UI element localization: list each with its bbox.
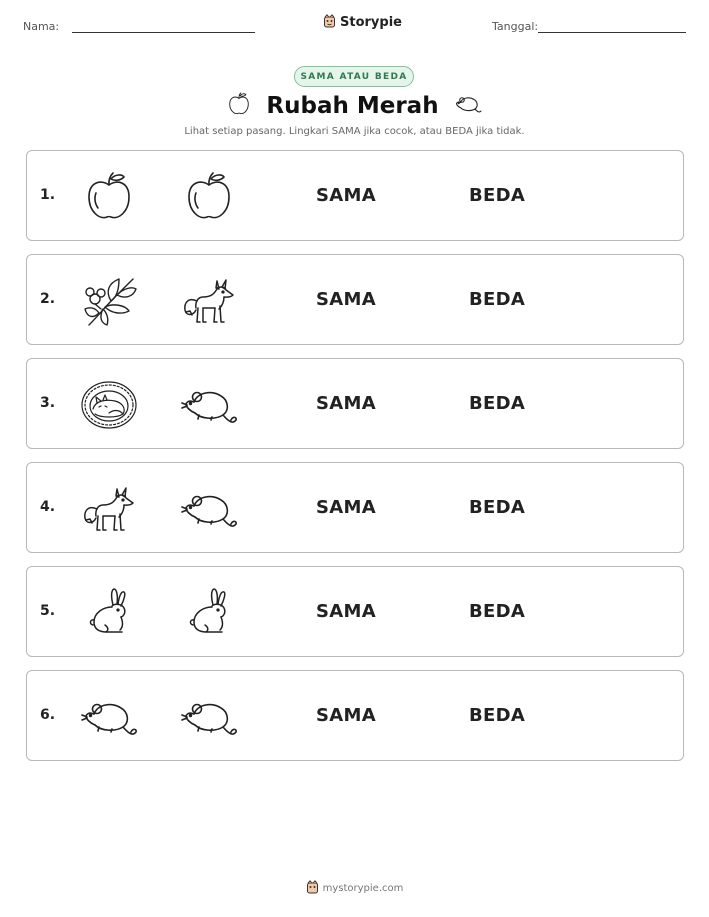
sama-option[interactable]: SAMA — [316, 185, 376, 206]
storypie-mascot-icon — [306, 880, 319, 897]
name-label: Nama: — [23, 20, 60, 33]
instructions: Lihat setiap pasang. Lingkari SAMA jika cocok, atau BEDA jika tidak. — [184, 126, 525, 137]
apple-icon — [181, 171, 237, 223]
mouse-icon — [81, 691, 137, 743]
mouse-icon — [453, 91, 483, 121]
mouse-icon — [181, 483, 237, 535]
beda-option[interactable]: BEDA — [469, 393, 526, 414]
brand-name: Storypie — [340, 15, 402, 30]
fox-icon — [181, 275, 237, 327]
footer — [0, 880, 709, 897]
exercise-row-3 — [26, 358, 684, 449]
fox-den-icon — [81, 379, 137, 431]
sama-option[interactable]: SAMA — [316, 705, 376, 726]
sama-option[interactable]: SAMA — [316, 393, 376, 414]
row-number: 1. — [40, 187, 56, 203]
apple-icon — [226, 90, 252, 122]
exercise-row-4 — [26, 462, 684, 553]
activity-badge: SAMA ATAU BEDA — [294, 66, 414, 87]
sama-option[interactable]: SAMA — [316, 601, 376, 622]
exercise-row-5 — [26, 566, 684, 657]
sama-option[interactable]: SAMA — [316, 497, 376, 518]
beda-option[interactable]: BEDA — [469, 289, 526, 310]
row-number: 4. — [40, 499, 56, 515]
beda-option[interactable]: BEDA — [469, 185, 526, 206]
apple-icon — [81, 171, 137, 223]
title-row — [0, 90, 709, 122]
mouse-icon — [181, 691, 237, 743]
beda-option[interactable]: BEDA — [469, 705, 526, 726]
row-number: 6. — [40, 707, 56, 723]
storypie-mascot-icon — [323, 13, 336, 32]
name-line[interactable] — [72, 32, 255, 33]
row-number: 5. — [40, 603, 56, 619]
row-number: 2. — [40, 291, 56, 307]
date-line[interactable] — [538, 32, 686, 33]
footer-url[interactable]: mystorypie.com — [322, 883, 404, 894]
date-label: Tanggal: — [492, 20, 539, 33]
rabbit-icon — [181, 587, 237, 639]
fox-icon — [81, 483, 137, 535]
page-title: Rubah Merah — [266, 93, 439, 119]
sama-option[interactable]: SAMA — [316, 289, 376, 310]
rabbit-icon — [81, 587, 137, 639]
mouse-icon — [181, 379, 237, 431]
exercise-row-6 — [26, 670, 684, 761]
brand-logo — [323, 13, 402, 32]
beda-option[interactable]: BEDA — [469, 601, 526, 622]
beda-option[interactable]: BEDA — [469, 497, 526, 518]
berry-branch-icon — [81, 275, 137, 327]
exercise-row-2 — [26, 254, 684, 345]
row-number: 3. — [40, 395, 56, 411]
exercise-row-1 — [26, 150, 684, 241]
